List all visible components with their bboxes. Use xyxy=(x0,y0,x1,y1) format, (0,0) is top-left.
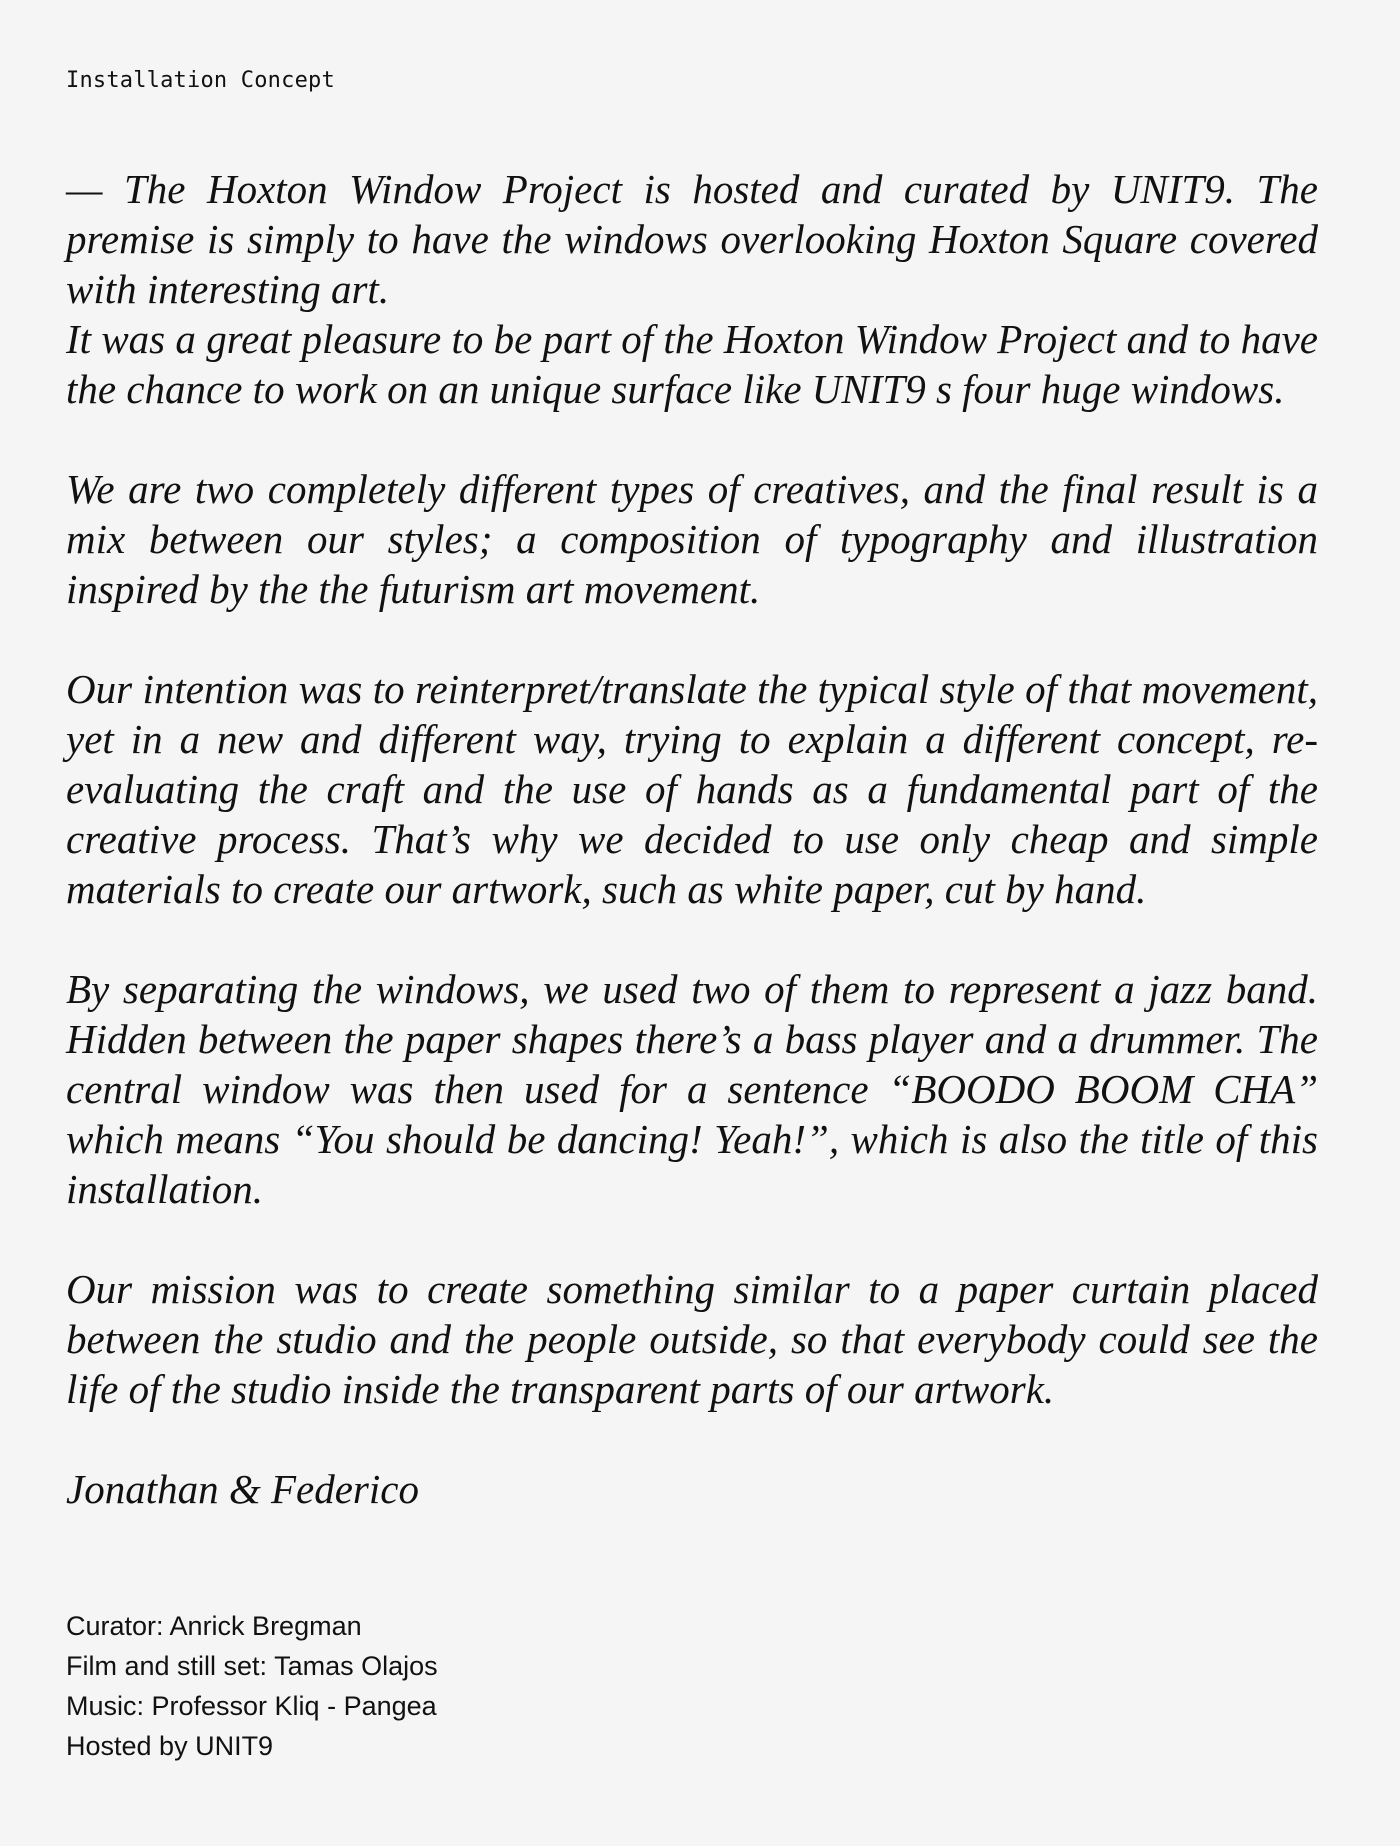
essay-text xyxy=(66,164,1318,1514)
essay-paragraph-windows: By separating the windows, we used two of them to represent a jazz band. Hidden between the paper shapes there’s a bass player and a drummer. The central window was then used for a sentence “BOODO BOOM CHA” which means “You should be dancing! Yeah!”, which is also the title of this installation. xyxy=(66,966,1318,1212)
essay-paragraph-mission: Our mission was to create something similar to a paper curtain placed between the studio and the people outside, so that everybody could see the life of the studio inside the transparent parts of our artwork. xyxy=(66,1266,1318,1412)
signature: Jonathan & Federico xyxy=(66,1466,419,1512)
essay-paragraph-creatives: We are two completely different types of creatives, and the final result is a mix between our styles; a composition of typography and illustration inspired by the the futurism art movement. xyxy=(66,466,1318,612)
essay-paragraph-intention: Our intention was to reinterpret/translate the typical style of that movement, yet in a new and different way, trying to explain a different concept, re-evaluating the craft and the use of hands as a fundamental part of the creative process. That’s why we decided to use only cheap and simple materials to create our artwork, such as white paper, cut by hand. xyxy=(66,666,1318,912)
credit-music: Music: Professor Kliq - Pangea xyxy=(66,1691,437,1721)
credit-curator: Curator: Anrick Bregman xyxy=(66,1611,362,1641)
credit-film: Film and still set: Tamas Olajos xyxy=(66,1651,438,1681)
essay-paragraph-intro: — The Hoxton Window Project is hosted and curated by UNIT9. The premise is simply to have the windows overlooking Hoxton Square covered with interesting art. xyxy=(66,166,1318,312)
credits-list xyxy=(66,1606,438,1766)
section-label: Installation Concept xyxy=(66,68,335,93)
credit-host: Hosted by UNIT9 xyxy=(66,1731,274,1761)
essay-paragraph-pleasure: It was a great pleasure to be part of the Hoxton Window Project and to have the chance to work on an unique surface like UNIT9 s four huge windows. xyxy=(66,316,1318,412)
